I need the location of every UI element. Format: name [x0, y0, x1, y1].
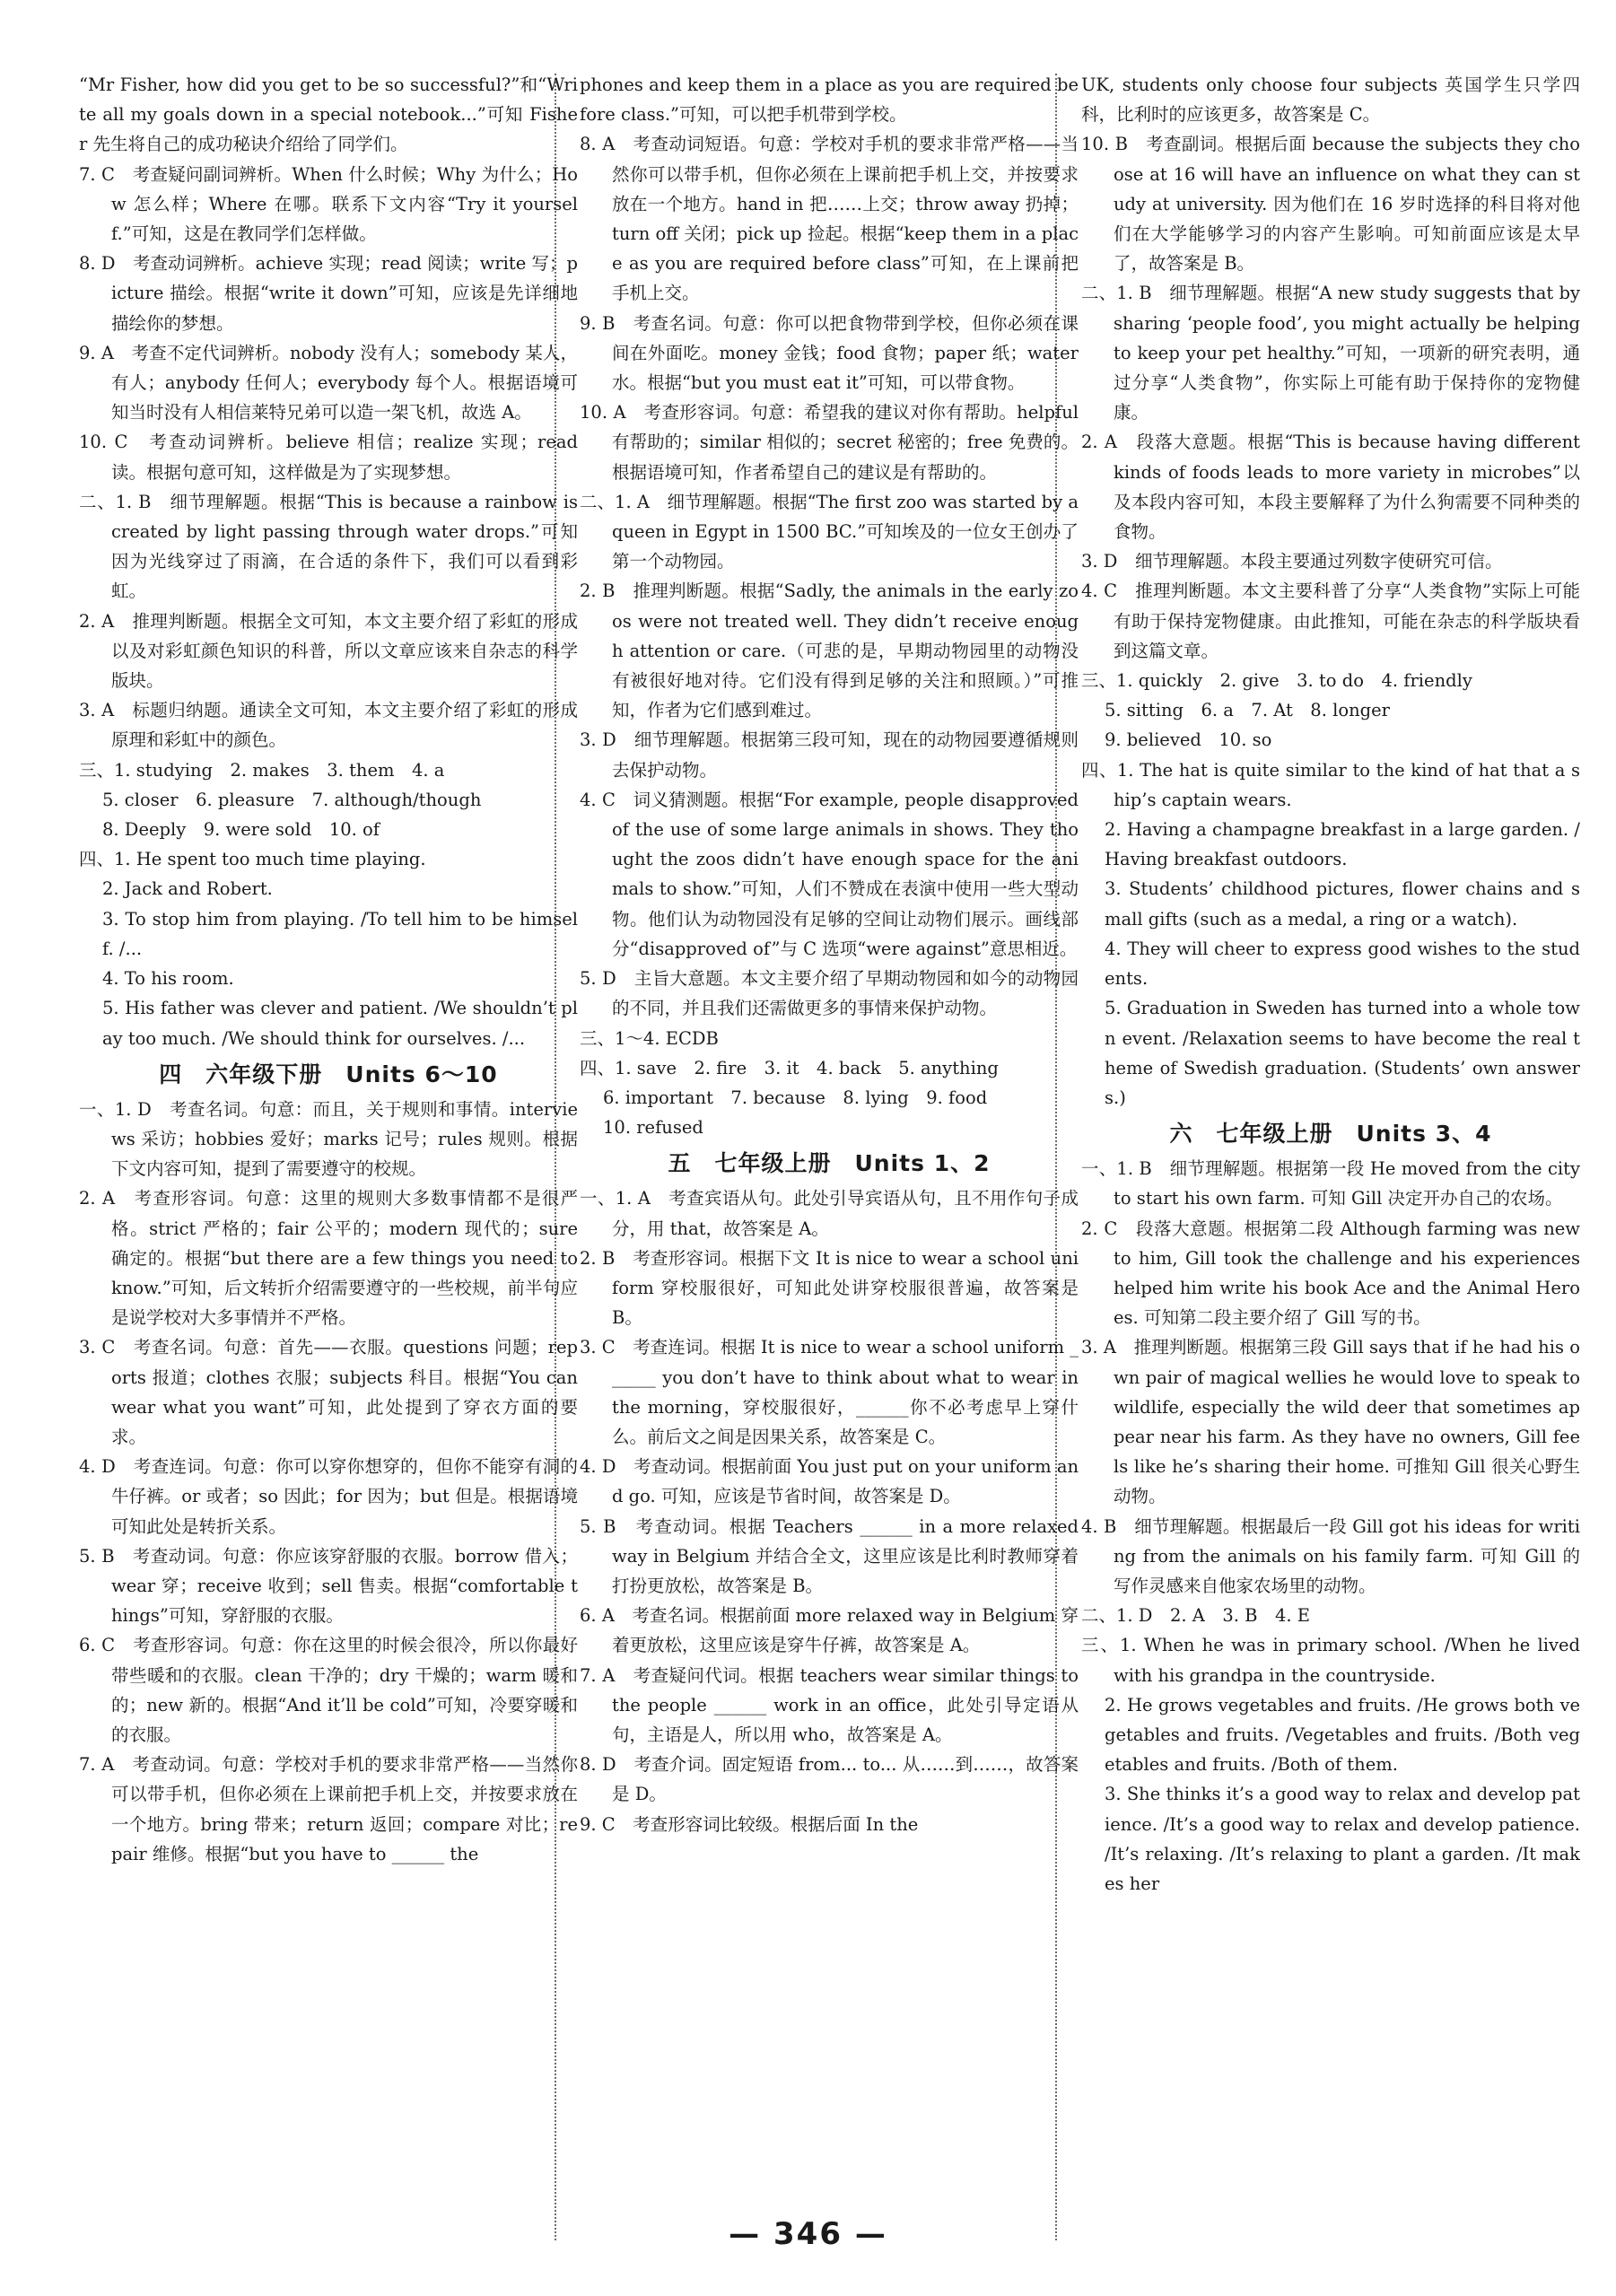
answer-item: 二、1. B 细节理解题。根据“This is because a rainbow is created by light passing through water drops.”可知因为光线穿过了雨滴，在合适的条件下，我们可以看到彩虹。 [79, 491, 578, 602]
answer-item: 四、1. The hat is quite similar to the kind of hat that a ship’s captain wears. [1081, 759, 1580, 810]
answer-item: 三、1. quickly 2. give 3. to do 4. friendly [1081, 670, 1472, 692]
answer-item: 一、1. B 细节理解题。根据第一段 He moved from the city to start his own farm. 可知 Gill 决定开办自己的农场。 [1081, 1158, 1580, 1209]
answer-item: 9. C 考查形容词比较级。根据后面 In the [580, 1813, 919, 1835]
answer-item: 4. D 考查动词。根据前面 You just put on your uniform and go. 可知，应该是节省时间，故答案是 D。 [580, 1456, 1079, 1507]
answer-item: 7. C 考查疑问副词辨析。When 什么时候；Why 为什么；How 怎么样；Where 在哪。联系下文内容“Try it yourself.”可知，这是在教同学们怎样做。 [79, 163, 578, 245]
answer-item: 6. A 考查名词。根据前面 more relaxed way in Belgium 穿着更放松，这里应该是穿牛仔裤，故答案是 A。 [580, 1605, 1079, 1656]
answer-item: 3. D 细节理解题。本段主要通过列数字使研究可信。 [1081, 551, 1503, 572]
answer-item: 7. A 考查疑问代词。根据 teachers wear similar things to the people ______ work in an office，此处引导定语从句，主语是人，所以用 who，故答案是 A。 [580, 1664, 1079, 1745]
column-left [79, 70, 578, 1869]
answer-subitem: 3. To stop him from playing. /To tell him to be himself. /... [102, 908, 578, 959]
answer-item: 3. C 考查连词。根据 It is nice to wear a school uniform ______ you don’t have to think about what to wear in the morning，穿校服很好，______你不必考虑早上穿什么。前后文之间是因果关系，故答案是 C。 [580, 1337, 1079, 1447]
answer-subitem: 2. Jack and Robert. [102, 878, 273, 900]
answer-item: 9. A 考查不定代词辨析。nobody 没有人；somebody 某人，有人；anybody 任何人；everybody 每个人。根据语境可知当时没有人相信莱特兄弟可以造一架飞机，故选 A。 [79, 342, 578, 423]
section-heading: 六 七年级上册 Units 3、4 [1169, 1121, 1492, 1148]
answer-subitem: 3. She thinks it’s a good way to relax and develop patience. /It’s a good way to relax and develop patience. /It’s relaxing. /It’s relaxing to plant a garden. /It makes her [1105, 1784, 1580, 1894]
answer-item: 三、1. When he was in primary school. /When he lived with his grandpa in the countryside. [1081, 1635, 1580, 1686]
answer-item: 一、1. A 考查宾语从句。此处引导宾语从句，且不用作句子成分，用 that，故答案是 A。 [580, 1188, 1079, 1239]
column-right [1081, 70, 1580, 1899]
answer-item: 3. D 细节理解题。根据第三段可知，现在的动物园要遵循规则去保护动物。 [580, 729, 1079, 781]
answer-item: 6. C 考查形容词。句意：你在这里的时候会很冷，所以你最好带些暖和的衣服。clean 干净的；dry 干燥的；warm 暖和的；new 新的。根据“And it’ll be cold”可知，冷要穿暖和的衣服。 [79, 1635, 578, 1745]
answer-item: 二、1. D 2. A 3. B 4. E [1081, 1605, 1310, 1627]
answer-subitem: 9. believed 10. so [1105, 729, 1272, 751]
answer-subitem: 4. They will cheer to express good wishes to the students. [1105, 938, 1580, 990]
answer-item: 二、1. B 细节理解题。根据“A new study suggests that by sharing ‘people food’, you might actually be helping to keep your pet healthy.”可知，一项新的研究表明，通过分享“人类食物”，你实际上可能有助于保持你的宠物健康。 [1081, 283, 1580, 423]
answer-subitem: 6. important 7. because 8. lying 9. food [603, 1087, 988, 1108]
answer-subitem: 10. refused [603, 1117, 703, 1139]
answer-continuation: UK, students only choose four subjects 英国学生只学四科，比利时的应该更多，故答案是 C。 [1081, 74, 1580, 126]
answer-subitem: 5. sitting 6. a 7. At 8. longer [1105, 700, 1390, 721]
answer-item: 4. D 考查连词。句意：你可以穿你想穿的，但你不能穿有洞的牛仔裤。or 或者；so 因此；for 因为；but 但是。根据语境可知此处是转折关系。 [79, 1456, 578, 1537]
answer-subitem: 5. closer 6. pleasure 7. although/though [102, 789, 482, 810]
answer-item: 5. D 主旨大意题。本文主要介绍了早期动物园和如今的动物园的不同，并且我们还需做更多的事情来保护动物。 [580, 968, 1079, 1019]
answer-item: 2. B 推理判断题。根据“Sadly, the animals in the early zoos were not treated well. They didn’t receive enough attention or care.（可悲的是，早期动物园里的动物没有被很好地对待。它们没有得到足够的关注和照顾。）”可推知，作者为它们感到难过。 [580, 581, 1079, 721]
answer-subitem: 2. Having a champagne breakfast in a large garden. /Having breakfast outdoors. [1105, 819, 1580, 870]
answer-subitem: 5. Graduation in Sweden has turned into a whole town event. /Relaxation seems to have become the real theme of Swedish graduation. (Students’ own answers.) [1105, 998, 1580, 1108]
answer-item: 8. D 考查动词辨析。achieve 实现；read 阅读；write 写；picture 描绘。根据“write it down”可知，应该是先详细地描绘你的梦想。 [79, 253, 578, 334]
answer-item: 3. A 推理判断题。根据第三段 Gill says that if he had his own pair of magical wellies he would love to speak to wildlife, especially the wild deer that sometimes appear near his farm. As they have no owners, Gill feels like he’s sharing their home. 可推知 Gill 很关心野生动物。 [1081, 1337, 1580, 1507]
answer-item: 8. D 考查介词。固定短语 from... to... 从……到……，故答案是 D。 [580, 1754, 1079, 1805]
answer-item: 8. A 考查动词短语。句意：学校对手机的要求非常严格——当然你可以带手机，但你必须在上课前把手机上交，并按要求放在一个地方。hand in 把……上交；throw away 扔掉；turn off 关闭；pick up 捡起。根据“keep them in a place as you are required before class”可知，在上课前把手机上交。 [580, 134, 1079, 304]
answer-item: 四、1. He spent too much time playing. [79, 849, 426, 870]
answer-item: 10. A 考查形容词。句意：希望我的建议对你有帮助。helpful 有帮助的；similar 相似的；secret 秘密的；free 免费的。根据语境可知，作者希望自己的建议是有帮助的。 [580, 402, 1079, 483]
column-middle [580, 70, 1079, 1839]
answer-continuation: phones and keep them in a place as you are required before class.”可知，可以把手机带到学校。 [580, 74, 1079, 126]
answer-item: 2. B 考查形容词。根据下文 It is nice to wear a school uniform 穿校服很好，可知此处讲穿校服很普遍，故答案是 B。 [580, 1247, 1079, 1329]
answer-item: 10. C 考查动词辨析。believe 相信；realize 实现；read 读。根据句意可知，这样做是为了实现梦想。 [79, 432, 578, 483]
answer-item: 3. A 标题归纳题。通读全文可知，本文主要介绍了彩虹的形成原理和彩虹中的颜色。 [79, 700, 578, 751]
answer-item: 4. C 词义猜测题。根据“For example, people disapproved of the use of some large animals in shows. They thought the zoos didn’t have enough space for the animals to show.”可知，人们不赞成在表演中使用一些大型动物。他们认为动物园没有足够的空间让动物们展示。画线部分“disapproved of”与 C 选项“were against”意思相近。 [580, 789, 1079, 959]
answer-item: 一、1. D 考查名词。句意：而且，关于规则和事情。interviews 采访；hobbies 爱好；marks 记号；rules 规则。根据下文内容可知，提到了需要遵守的校规。 [79, 1098, 578, 1180]
answer-item: 3. C 考查名词。句意：首先——衣服。questions 问题；reports 报道；clothes 衣服；subjects 科目。根据“You can wear what you want”可知，此处提到了穿衣方面的要求。 [79, 1337, 578, 1447]
answer-item: 10. B 考查副词。根据后面 because the subjects they choose at 16 will have an influence on what they can study at university. 因为他们在 16 岁时选择的科目将对他们在大学能够学习的内容产生影响。可知前面应该是太早了，故答案是 B。 [1081, 134, 1580, 275]
answer-item: 四、1. save 2. fire 3. it 4. back 5. anything [580, 1057, 999, 1078]
answer-item: 三、1. studying 2. makes 3. them 4. a [79, 759, 445, 781]
answer-item: 2. A 考查形容词。句意：这里的规则大多数事情都不是很严格。strict 严格的；fair 公平的；modern 现代的；sure 确定的。根据“but there are a few things you need to know.”可知，后文转折介绍需要遵守的一些校规，前半句应是说学校对大多事情并不严格。 [79, 1188, 578, 1329]
answer-item: 4. C 推理判断题。本文主要科普了分享“人类食物”实际上可能有助于保持宠物健康。由此推知，可能在杂志的科学版块看到这篇文章。 [1081, 581, 1580, 661]
answer-item: 2. C 段落大意题。根据第二段 Although farming was new to him, Gill took the challenge and his experiences helped him write his book Ace and the Animal Heroes. 可知第二段主要介绍了 Gill 写的书。 [1081, 1218, 1580, 1329]
answer-subitem: 3. Students’ childhood pictures, flower chains and small gifts (such as a medal, a ring or a watch). [1105, 878, 1580, 930]
answer-subitem: 8. Deeply 9. were sold 10. of [102, 819, 380, 841]
answer-item: 5. B 考查动词。根据 Teachers ______ in a more relaxed way in Belgium 并结合全文，这里应该是比利时教师穿着打扮更放松，故答案是 B。 [580, 1515, 1079, 1596]
answer-subitem: 4. To his room. [102, 968, 234, 990]
section-heading: 四 六年级下册 Units 6～10 [159, 1061, 498, 1087]
answer-item: 5. B 考查动词。句意：你应该穿舒服的衣服。borrow 借入；wear 穿；receive 收到；sell 售卖。根据“comfortable things”可知，穿舒服的衣服。 [79, 1545, 578, 1627]
answer-continuation: “Mr Fisher, how did you get to be so successful?”和“Write all my goals down in a special notebook...”可知 Fisher 先生将自己的成功秘诀介绍给了同学们。 [79, 74, 578, 155]
answer-item: 2. A 段落大意题。根据“This is because having different kinds of foods leads to more variety in microbes”以及本段内容可知，本段主要解释了为什么狗需要不同种类的食物。 [1081, 432, 1580, 543]
page-number: — 346 — [729, 2216, 887, 2252]
answer-subitem: 2. He grows vegetables and fruits. /He grows both vegetables and fruits. /Vegetables and fruits. /Both vegetables and fruits. /Both of them. [1105, 1694, 1580, 1776]
answer-item: 4. B 细节理解题。根据最后一段 Gill got his ideas for writing from the animals on his family farm. 可知 Gill 的写作灵感来自他家农场里的动物。 [1081, 1515, 1580, 1596]
answer-subitem: 5. His father was clever and patient. /We shouldn’t play too much. /We should think for ourselves. /... [102, 998, 578, 1049]
answer-item: 三、1～4. ECDB [580, 1027, 719, 1049]
answer-item: 二、1. A 细节理解题。根据“The first zoo was started by a queen in Egypt in 1500 BC.”可知埃及的一位女王创办了第一个动物园。 [580, 491, 1079, 572]
answer-item: 9. B 考查名词。句意：你可以把食物带到学校，但你必须在课间在外面吃。money 金钱；food 食物；paper 纸；water 水。根据“but you must eat it”可知，可以带食物。 [580, 312, 1079, 394]
section-heading: 五 七年级上册 Units 1、2 [668, 1150, 991, 1177]
answer-item: 2. A 推理判断题。根据全文可知，本文主要介绍了彩虹的形成以及对彩虹颜色知识的科普，所以文章应该来自杂志的科学版块。 [79, 610, 578, 692]
answer-item: 7. A 考查动词。句意：学校对手机的要求非常严格——当然你可以带手机，但你必须在上课前把手机上交，并按要求放在一个地方。bring 带来；return 返回；compare 对比；repair 维修。根据“but you have to ______ the [79, 1754, 578, 1864]
